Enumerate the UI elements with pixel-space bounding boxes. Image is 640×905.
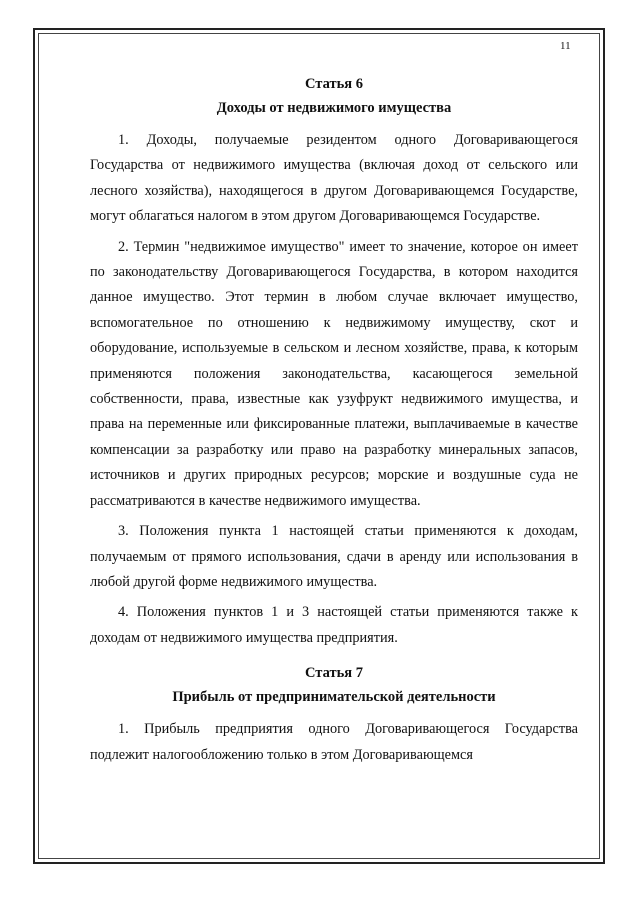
article-7-subtitle: Прибыль от предпринимательской деятельности <box>172 689 496 706</box>
article-6-paragraph-2: 2. Термин "недвижимое имущество" имеет то значение, которое он имеет по законодательству Договаривающегося Государства, в котором находится данное имущество. Этот термин в любом случае включает имущество, вспомогательное по отношению к недвижимому имуществу, скот и оборудование, используемые в сельском и лесном хозяйстве, права, к которым применяются положения законодательства, касающегося земельной собственности, права, известные как узуфрукт недвижимого имущества, и права на переменные или фиксированные платежи, выплачиваемые в качестве компенсации за разработку или право на разработку минеральных запасов, источников и других природных ресурсов; морские и воздушные суда не рассматриваются в качестве недвижимого имущества. <box>90 238 578 509</box>
spacer <box>90 120 578 128</box>
article-6-title: Статья 6 <box>305 76 363 92</box>
document-body <box>90 72 578 768</box>
article-6-paragraph-4: 4. Положения пунктов 1 и 3 настоящей статьи применяются также к доходам от недвижимого имущества предприятия. <box>90 604 578 646</box>
article-6-subtitle: Доходы от недвижимого имущества <box>216 100 452 116</box>
article-7-title: Статья 7 <box>305 665 363 682</box>
page-number: 11 <box>560 40 571 52</box>
article-6-paragraph-3: 3. Положения пункта 1 настоящей статьи применяются к доходам, получаемым от прямого использования, сдачи в аренду или использования в любой другой форме недвижимого имущества. <box>90 523 578 590</box>
spacer <box>90 709 578 717</box>
article-6-paragraph-1: 1. Доходы, получаемые резидентом одного Договаривающегося Государства от недвижимого имущества (включая доход от сельского или лесного хозяйства), находящегося в другом Договаривающемся Государстве, могут облагаться налогом в этом другом Договаривающемся Государстве. <box>90 132 578 225</box>
article-7-paragraph-1: 1. Прибыль предприятия одного Договаривающегося Государства подлежит налогообложению только в этом Договаривающемся <box>90 721 578 763</box>
